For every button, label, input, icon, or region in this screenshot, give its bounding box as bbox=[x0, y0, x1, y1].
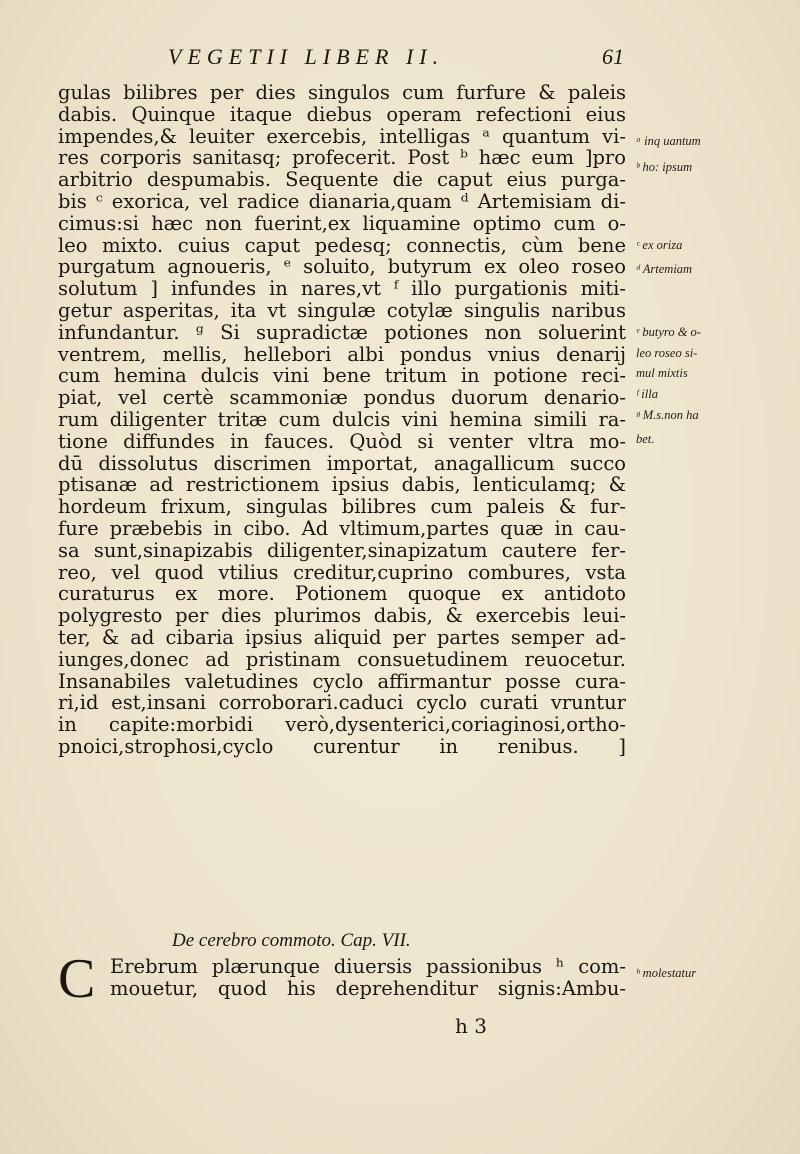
chapter-opening bbox=[58, 948, 626, 1010]
signature-mark: h 3 bbox=[455, 1014, 487, 1038]
text-line: bis ᶜ exorica, vel radice dianaria,quam ᵈ Artemisiam di- bbox=[58, 189, 626, 213]
text-line: infundantur. ᵍ Si supradictæ potiones non soluerint bbox=[58, 320, 626, 344]
text-line: cimus:si hæc non fuerint,ex liquamine optimo cum o- bbox=[58, 211, 626, 235]
page-number: 61 bbox=[602, 44, 624, 69]
text-line: tione diffundes in fauces. Quòd si venter vltra mo- bbox=[58, 429, 626, 453]
text-line: iunges,donec ad pristinam consuetudinem reuocetur. bbox=[58, 647, 626, 671]
marginal-note: ᶠ illa bbox=[636, 387, 658, 401]
text-line: curaturus ex more. Potionem quoque ex antidoto bbox=[58, 582, 626, 606]
text-line: polygresto per dies plurimos dabis, & exercebis leui- bbox=[58, 604, 626, 628]
text-line: in capite:morbidi verò,dysenterici,coriaginosi,ortho- bbox=[58, 713, 626, 737]
marginal-note: ʰ molestatur bbox=[636, 966, 697, 980]
text-line: fure præbebis in cibo. Ad vltimum,partes quæ in cau- bbox=[58, 516, 626, 540]
marginal-note: ᵉ butyro & o- bbox=[636, 325, 701, 339]
text-line: piat, vel certè scammoniæ pondus duorum denario- bbox=[58, 386, 626, 410]
text-line: ventrem, mellis, hellebori albi pondus vnius denarij bbox=[58, 342, 626, 366]
text-line: Insanabiles valetudines cyclo affirmantur posse cura- bbox=[58, 669, 626, 693]
page-header bbox=[168, 44, 624, 78]
marginal-note: ᶜ ex oriza bbox=[636, 238, 683, 252]
text-line: pnoici,strophosi,cyclo curentur in renibus. ] bbox=[58, 734, 626, 758]
text-line: Erebrum plærunque diuersis passionibus ʰ com- bbox=[110, 955, 626, 978]
running-head: VEGETII LIBER II. bbox=[168, 44, 445, 69]
text-line: arbitrio despumabis. Sequente die caput eius purga- bbox=[58, 168, 626, 192]
marginal-note: ᵈ Artemiam bbox=[636, 262, 693, 276]
text-line: purgatum agnoueris, ᵉ soluito, butyrum ex oleo roseo bbox=[58, 255, 626, 279]
text-line: gulas bilibres per dies singulos cum furfure & paleis bbox=[58, 81, 626, 104]
marginal-note: bet. bbox=[636, 432, 655, 446]
marginal-note: ᵃ inq uantum bbox=[636, 134, 701, 148]
drop-cap: C bbox=[58, 948, 96, 1010]
text-line: ptisanæ ad restrictionem ipsius dabis, lenticulamq; & bbox=[58, 473, 626, 497]
text-line: hordeum frixum, singulas bilibres cum paleis & fur- bbox=[58, 495, 626, 519]
marginal-note: mul mixtis bbox=[636, 366, 688, 380]
marginal-note: ᵇ ho: ipsum bbox=[636, 160, 693, 174]
text-line: dū dissolutus discrimen importat, anagallicum succo bbox=[58, 451, 626, 475]
chapter-heading: De cerebro commoto. Cap. VII. bbox=[172, 930, 411, 951]
text-line: ter, & ad cibaria ipsius aliquid per partes semper ad- bbox=[58, 625, 626, 649]
chapter-text bbox=[110, 956, 626, 1000]
text-line: impendes,& leuiter exercebis, intelligas ᵃ quantum vi- bbox=[58, 124, 626, 148]
marginal-note: leo roseo si- bbox=[636, 346, 698, 360]
main-text-block bbox=[58, 82, 626, 758]
text-line: res corporis sanitasq; profecerit. Post ᵇ hæc eum ]pro bbox=[58, 146, 626, 170]
text-line: dabis. Quinque itaque diebus operam refectioni eius bbox=[58, 102, 626, 126]
text-line: sa sunt,sinapizabis diligenter,sinapizatum cautere fer- bbox=[58, 538, 626, 562]
marginal-note: ᵍ M.s.non ha bbox=[636, 408, 699, 422]
text-line: rum diligenter tritæ cum dulcis vini hemina simili ra- bbox=[58, 407, 626, 431]
text-line: getur asperitas, ita vt singulæ cotylæ singulis naribus bbox=[58, 298, 626, 322]
text-line: leo mixto. cuius caput pedesq; connectis, cùm bene bbox=[58, 233, 626, 257]
text-line: solutum ] infundes in nares,vt ᶠ illo purgationis miti- bbox=[58, 277, 626, 301]
text-line: cum hemina dulcis vini bene tritum in potione reci- bbox=[58, 364, 626, 388]
text-line: reo, vel quod vtilius creditur,cuprino combures, vsta bbox=[58, 560, 626, 584]
text-line: mouetur, quod his deprehenditur signis:Ambu- bbox=[110, 976, 626, 1000]
text-line: ri,id est,insani corroborari.caduci cyclo curati vruntur bbox=[58, 691, 626, 715]
